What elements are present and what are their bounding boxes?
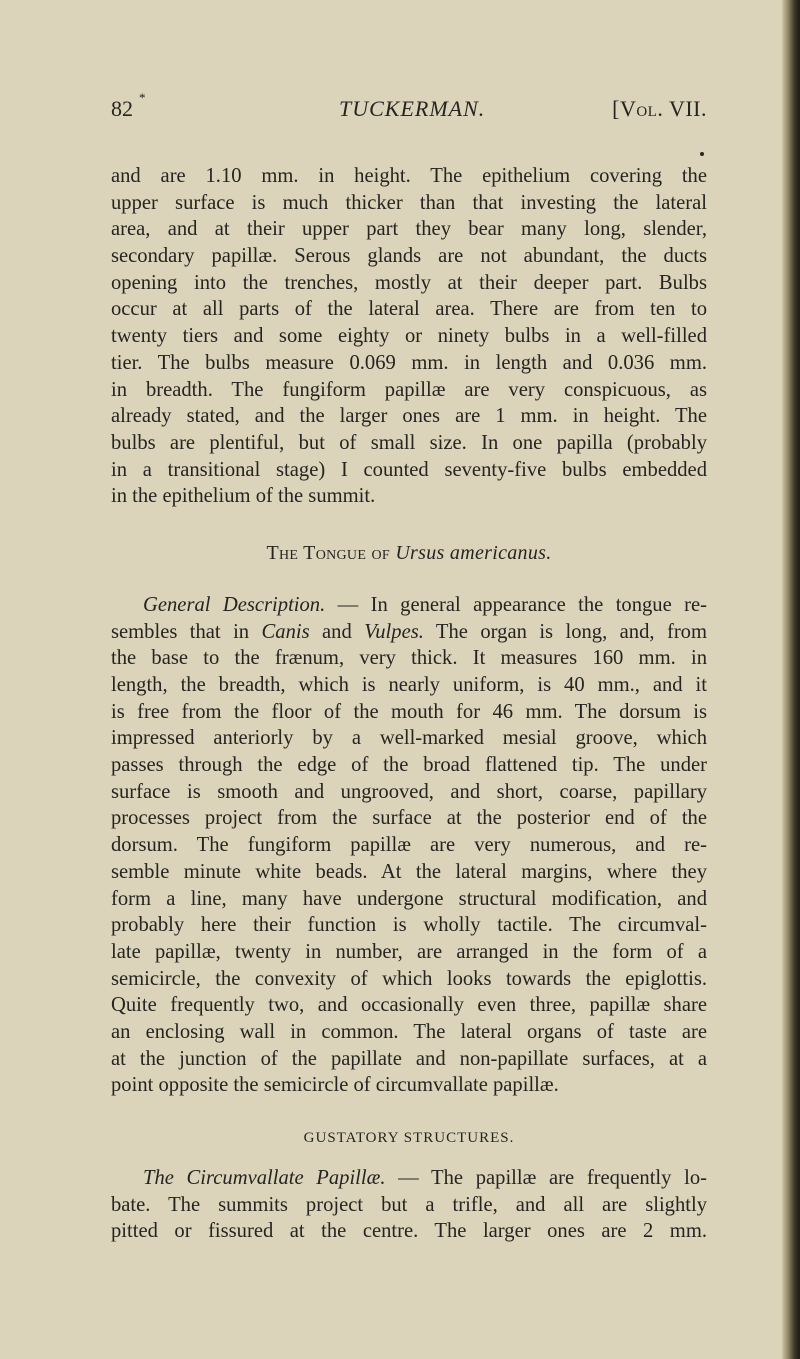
text-line: passes through the edge of the broad flattened tip. The under	[111, 754, 707, 777]
section-heading	[111, 538, 707, 568]
volume-label: [Vol. VII.	[612, 96, 707, 121]
text-line: pitted or fissured at the centre. The larger ones are 2 mm.	[111, 1220, 707, 1243]
text-line: Quite frequently two, and occasionally even three, papillæ share	[111, 994, 707, 1017]
text-line: twenty tiers and some eighty or ninety bulbs in a well-filled	[111, 325, 707, 348]
page-edge-shadow	[782, 0, 800, 1359]
text-line: is free from the floor of the mouth for 46 mm. The dorsum is	[111, 700, 707, 723]
text-line: surface is smooth and ungrooved, and short, coarse, papillary	[111, 780, 707, 803]
text-line: The Circumvallate Papillæ. — The papillæ are frequently lo-	[143, 1167, 707, 1189]
text-line: and are 1.10 mm. in height. The epithelium covering the	[111, 165, 707, 187]
run-in-heading: General Description.	[143, 593, 326, 616]
text-line: an enclosing wall in common. The lateral organs of taste are	[111, 1020, 707, 1043]
text-line: secondary papillæ. Serous glands are not abundant, the ducts	[111, 245, 707, 268]
text-line: in the epithelium of the summit.	[111, 485, 376, 508]
text-line: late papillæ, twenty in number, are arranged in the form of a	[111, 940, 707, 963]
text-line: form a line, many have undergone structural modification, and	[111, 887, 707, 910]
text-line: semicircle, the convexity of which looks towards the epiglottis.	[111, 967, 707, 990]
text-line: at the junction of the papillate and non-papillate surfaces, at a	[111, 1047, 707, 1070]
running-title: TUCKERMAN.	[339, 96, 486, 121]
text-line: semble minute white beads. At the lateral margins, where they	[111, 860, 707, 883]
text-line: processes project from the surface at the posterior end of the	[111, 807, 707, 830]
text-line: area, and at their upper part they bear many long, slender,	[111, 218, 707, 241]
genus-name: Canis	[261, 620, 310, 643]
text-line: bate. The summits project but a trifle, and all are slightly	[111, 1193, 707, 1216]
text-line: occur at all parts of the lateral area. There are from ten to	[111, 298, 707, 321]
paragraph-epithelium	[111, 163, 707, 510]
text-line: probably here their function is wholly tactile. The circumval-	[111, 914, 707, 937]
body-text	[111, 163, 707, 1245]
text-line: upper surface is much thicker than that investing the lateral	[111, 191, 707, 214]
text-line: in breadth. The fungiform papillæ are very conspicuous, as	[111, 378, 707, 401]
text-line: in a transitional stage) I counted seventy-five bulbs embedded	[111, 458, 707, 481]
run-in-heading: The Circumvallate Papillæ.	[143, 1167, 386, 1189]
text-line: General Description. — In general appearance the tongue re-	[143, 593, 707, 616]
text-line: already stated, and the larger ones are 1 mm. in height. The	[111, 405, 707, 428]
subheading: GUSTATORY STRUCTURES.	[303, 1130, 515, 1146]
text-line: tier. The bulbs measure 0.069 mm. in length and 0.036 mm.	[111, 351, 707, 374]
text-line: opening into the trenches, mostly at their deeper part. Bulbs	[111, 271, 707, 294]
text-line: point opposite the semicircle of circumvallate papillæ.	[111, 1074, 559, 1097]
paragraph-circumvallate	[111, 1165, 707, 1245]
page-number: 82	[111, 96, 133, 121]
text-line: the base to the frænum, very thick. It measures 160 mm. in	[111, 647, 707, 670]
text-line: dorsum. The fungiform papillæ are very numerous, and re-	[111, 834, 707, 857]
stray-ink-mark	[700, 152, 704, 156]
page-number-mark: *	[139, 90, 146, 105]
text-line: length, the breadth, which is nearly uniform, is 40 mm., and it	[111, 674, 707, 696]
genus-name: Vulpes.	[364, 620, 424, 643]
paragraph-general-description	[111, 592, 707, 1099]
section-heading-prefix: The Tongue of	[266, 541, 390, 564]
text-line: sembles that in Canis and Vulpes. The organ is long, and, from	[111, 620, 707, 643]
text-line: bulbs are plentiful, but of small size. In one papilla (probably	[111, 431, 707, 454]
running-head	[111, 90, 707, 130]
text-line: impressed anteriorly by a well-marked mesial groove, which	[111, 727, 707, 750]
section-heading-species: Ursus americanus.	[395, 541, 552, 564]
